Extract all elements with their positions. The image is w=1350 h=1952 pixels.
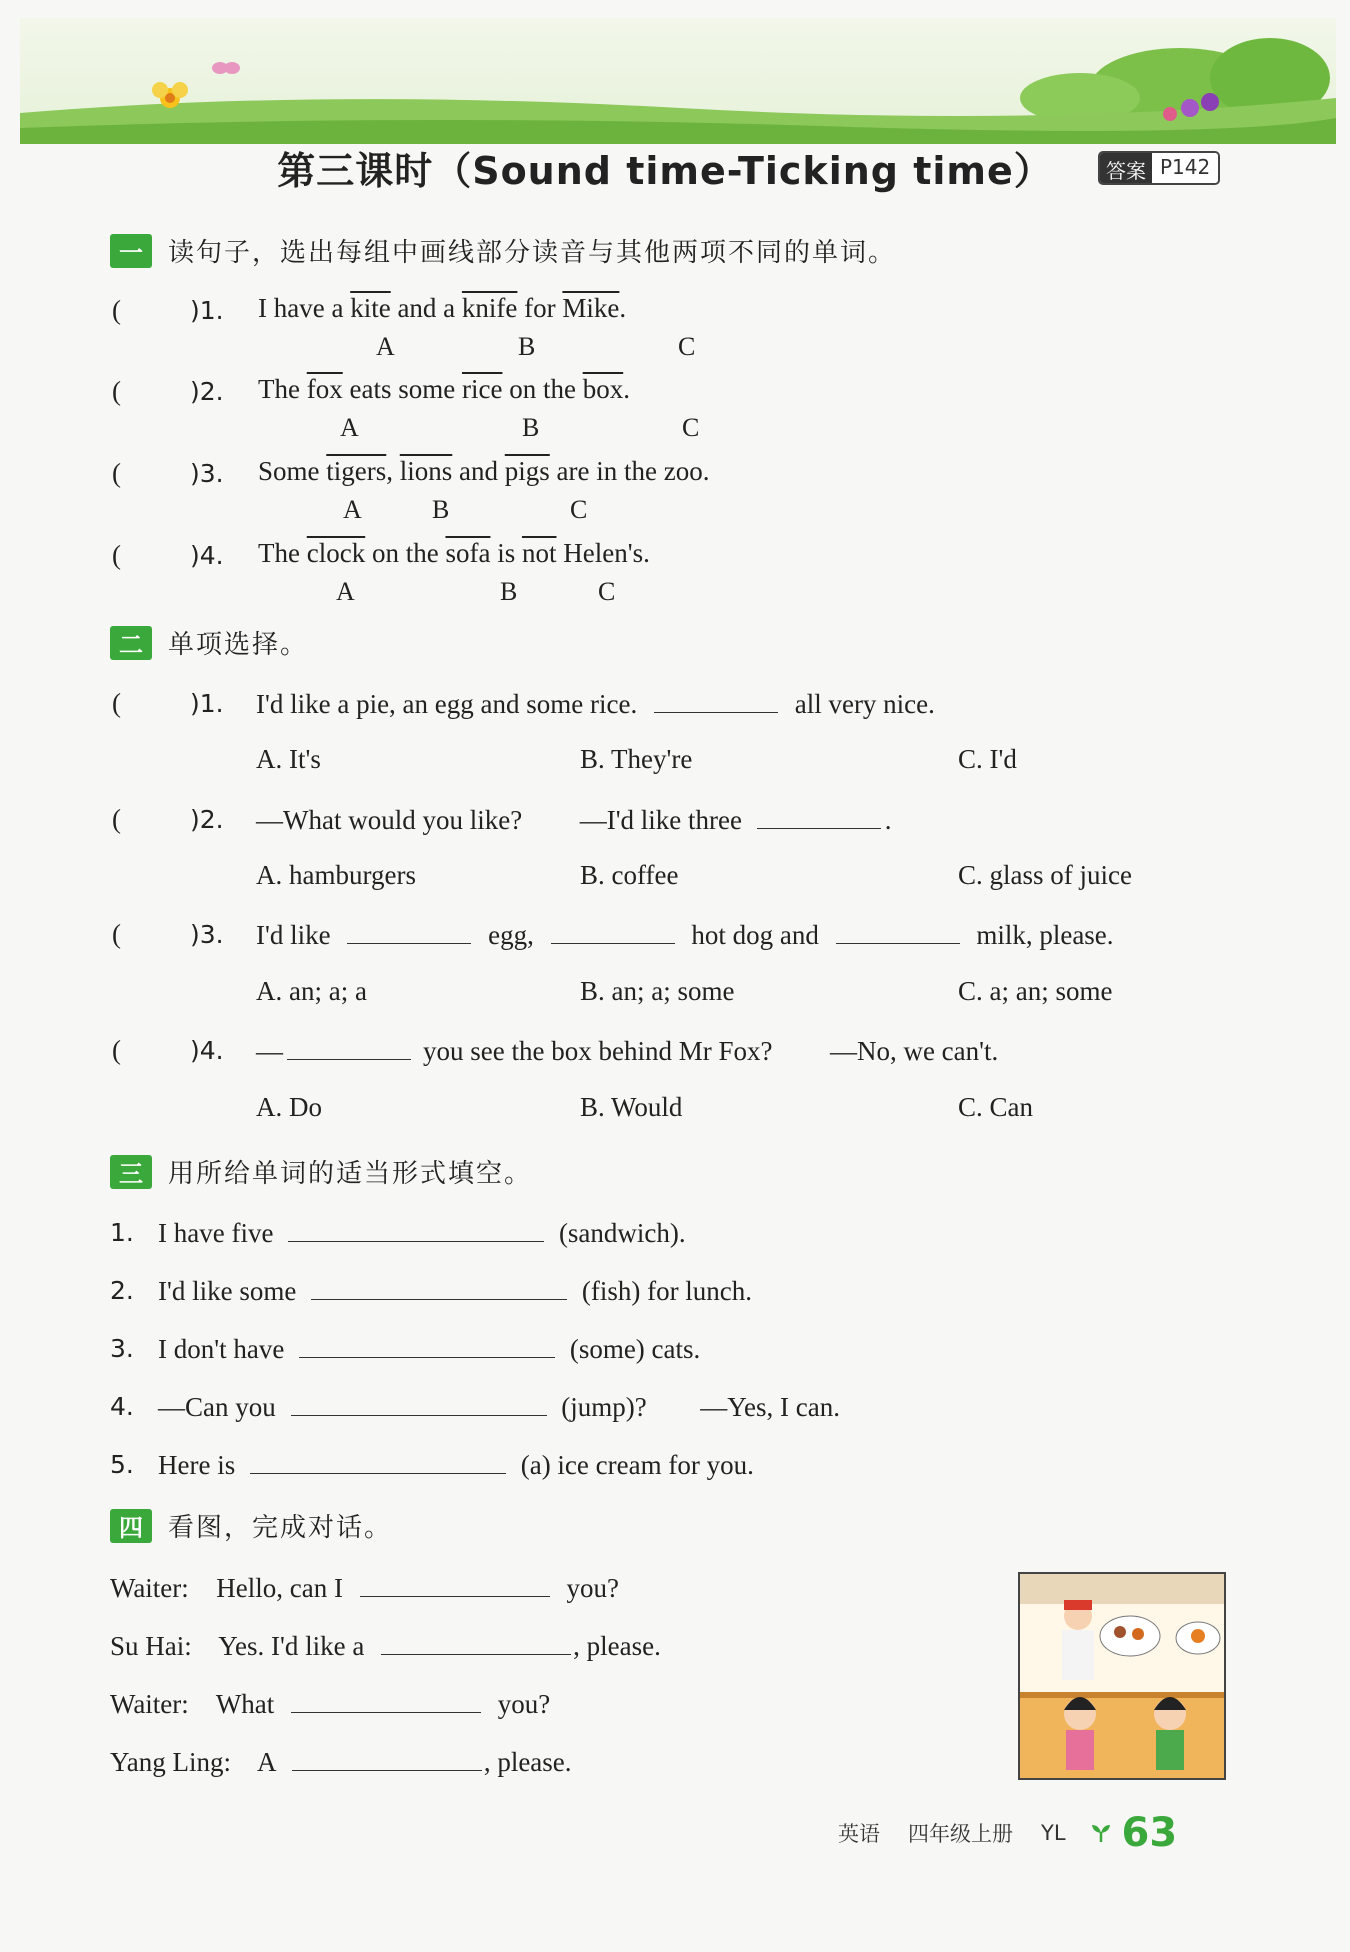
item-number: )4. [190,1036,224,1065]
section-3-instruction: 用所给单词的适当形式填空。 [168,1159,533,1189]
option-letter: B [518,332,536,361]
speaker: Waiter: [110,1573,189,1603]
answer-blank[interactable] [287,1033,411,1060]
option-a[interactable]: A. It's [256,744,321,774]
speaker: Yang Ling: [110,1747,232,1777]
option-letter: A [343,495,362,524]
answer-paren[interactable]: ( [112,458,121,488]
section-1-header [110,232,896,269]
answer-paren[interactable]: ( [112,688,121,718]
item-number: 4. [110,1392,134,1421]
s3-item-1: I have five (sandwich). [158,1215,686,1249]
s1-item-4-sentence: The clock on the sofa is $\overline{not}$ Helen's. [258,538,650,568]
option-letter: A [376,332,395,361]
answer-reference [1098,151,1220,185]
dialogue-line-4: Yang Ling: A , please. [110,1744,572,1778]
item-number: )2. [190,805,224,834]
option-a[interactable]: A. Do [256,1092,322,1122]
option-letter: C [598,577,616,606]
s3-item-3: I don't have (some) cats. [158,1331,700,1365]
dialogue-line-1: Waiter: Hello, can I you? [110,1570,619,1604]
option-letter: A [336,577,355,606]
answer-paren[interactable]: ( [112,919,121,949]
answer-blank[interactable] [291,1389,547,1416]
dialogue-line-2: Su Hai: Yes. I'd like a , please. [110,1628,661,1662]
speaker: Su Hai: [110,1631,192,1661]
answer-label: 答案 [1100,153,1152,183]
section-4-header [110,1507,392,1544]
option-b[interactable]: B. They're [580,744,693,774]
item-number: )4. [190,541,224,570]
section-2-header [110,624,308,661]
s2-item-2-question: —What would you like? —I'd like three . [256,802,892,836]
item-number: )3. [190,459,224,488]
answer-blank[interactable] [291,1686,481,1713]
option-letter: A [340,413,359,442]
s3-item-4: —Can you (jump)? —Yes, I can. [158,1389,840,1423]
answer-paren[interactable]: ( [112,1035,121,1065]
option-b[interactable]: B. Would [580,1092,683,1122]
answer-paren[interactable]: ( [112,540,121,570]
answer-page: P142 [1152,153,1218,183]
s1-item-1-sentence: I have a kite and a knife for Mike. [258,293,627,323]
option-letter: B [432,495,450,524]
footer-grade: 四年级上册 [908,1822,1013,1846]
option-letter: B [522,413,540,442]
section-4-instruction: 看图，完成对话。 [168,1513,393,1543]
answer-blank[interactable] [299,1331,555,1358]
option-letter: B [500,577,518,606]
restaurant-illustration [1018,1572,1226,1780]
answer-blank[interactable] [292,1744,482,1771]
section-3-badge: 三 [110,1155,152,1189]
speaker: Waiter: [110,1689,189,1719]
section-1-instruction: 读句子，选出每组中画线部分读音与其他两项不同的单词。 [168,238,897,268]
item-number: 2. [110,1276,134,1305]
answer-blank[interactable] [757,802,881,829]
option-b[interactable]: B. coffee [580,860,679,890]
item-number: )1. [190,689,224,718]
s2-item-1-question: I'd like a pie, an egg and some rice. all very nice. [256,686,935,720]
option-c[interactable]: C. glass of juice [958,860,1132,890]
page-number: 63 [1121,1810,1178,1856]
item-number: 5. [110,1450,134,1479]
section-2-badge: 二 [110,626,152,660]
section-4-badge: 四 [110,1509,152,1543]
s3-item-2: I'd like some (fish) for lunch. [158,1273,752,1307]
lesson-title: 第三课时（Sound time-Ticking time） [277,149,1053,193]
option-letter: C [570,495,588,524]
grass-banner [20,18,1336,144]
answer-blank[interactable] [311,1273,567,1300]
option-b[interactable]: B. an; a; some [580,976,735,1006]
footer-subject: 英语 [838,1822,880,1846]
section-3-header [110,1153,532,1190]
answer-blank[interactable] [288,1215,544,1242]
s3-item-5: Here is (a) ice cream for you. [158,1447,754,1481]
item-number: 3. [110,1334,134,1363]
answer-blank[interactable] [551,917,675,944]
item-number: )1. [190,296,224,325]
option-letter: C [678,332,696,361]
answer-paren[interactable]: ( [112,804,121,834]
option-a[interactable]: A. an; a; a [256,976,367,1006]
item-number: )2. [190,377,224,406]
s1-item-2-sentence: The $\overline{fox}$ eats some rice on the $\overline{box}$. [258,374,630,404]
option-c[interactable]: C. a; an; some [958,976,1113,1006]
sprout-icon [1090,1822,1112,1844]
answer-blank[interactable] [250,1447,506,1474]
answer-blank[interactable] [654,686,778,713]
dialogue-line-3: Waiter: What you? [110,1686,550,1720]
answer-blank[interactable] [381,1628,571,1655]
item-number: )3. [190,920,224,949]
s2-item-4-question: — you see the box behind Mr Fox? —No, we can't. [256,1033,998,1067]
answer-blank[interactable] [347,917,471,944]
section-1-badge: 一 [110,234,152,268]
option-c[interactable]: C. Can [958,1092,1034,1122]
answer-paren[interactable]: ( [112,376,121,406]
option-c[interactable]: C. I'd [958,744,1017,774]
s1-item-3-sentence: Some tigers, lions and pigs are in the zoo. [258,456,710,486]
option-letter: C [682,413,700,442]
item-number: 1. [110,1218,134,1247]
option-a[interactable]: A. hamburgers [256,860,416,890]
section-2-instruction: 单项选择。 [168,630,309,660]
answer-paren[interactable]: ( [112,295,121,325]
footer-edition: YL [1041,1821,1066,1845]
s2-item-3-question: I'd like egg, hot dog and milk, please. [256,917,1114,951]
answer-blank[interactable] [836,917,960,944]
answer-blank[interactable] [360,1570,550,1597]
page-footer [838,1810,1177,1856]
